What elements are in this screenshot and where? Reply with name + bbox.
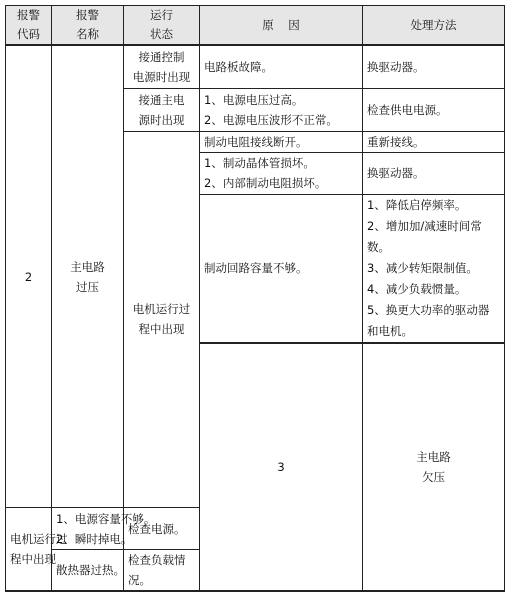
run-state-cell: 电机运行过 程中出现: [6, 508, 52, 592]
run-state-cell: 接通主电 源时出现: [124, 88, 200, 131]
cause-cell: 1、电源电压过高。 2、电源电压波形不正常。: [200, 88, 363, 131]
header-run-state: 运行 状态: [124, 6, 200, 46]
alarm-table: [5, 5, 505, 592]
fix-cell: 检查供电电源。: [363, 88, 505, 131]
header-alarm-code: 报警 代码: [6, 6, 52, 46]
run-state-cell: 接通控制 电源时出现: [124, 45, 200, 88]
cause-cell: 制动回路容量不够。: [200, 194, 363, 343]
fix-cell: 重新接线。: [363, 131, 505, 152]
alarm-table-container: [5, 5, 505, 592]
table-row: [6, 45, 505, 88]
fix-cell: 换驱动器。: [363, 152, 505, 194]
cause-cell: 制动电阻接线断开。: [200, 131, 363, 152]
run-state-cell: 电机运行过 程中出现: [124, 131, 200, 508]
fix-cell: 1、降低启停频率。 2、增加加/减速时间常数。 3、减少转矩限制值。 4、减少负载惯量。 5、换更大功率的驱动器和电机。: [363, 194, 505, 343]
alarm-code-cell: 3: [200, 343, 363, 592]
table-header-row: [6, 6, 505, 46]
header-fix: 处理方法: [363, 6, 505, 46]
fix-cell: 换驱动器。: [363, 45, 505, 88]
cause-cell: 电路板故障。: [200, 45, 363, 88]
alarm-name-cell: 主电路 欠压: [363, 343, 505, 592]
header-alarm-name: 报警 名称: [52, 6, 124, 46]
cause-cell: 散热器过热。: [52, 550, 124, 592]
fix-cell: 检查负载情况。: [124, 550, 200, 592]
header-cause: 原 因: [200, 6, 363, 46]
cause-cell: 1、电源容量不够。 2、瞬时掉电。: [52, 508, 124, 550]
cause-cell: 1、制动晶体管损坏。 2、内部制动电阻损坏。: [200, 152, 363, 194]
alarm-name-cell: 主电路 过压: [52, 45, 124, 508]
alarm-code-cell: 2: [6, 45, 52, 508]
fix-cell: 检查电源。: [124, 508, 200, 550]
